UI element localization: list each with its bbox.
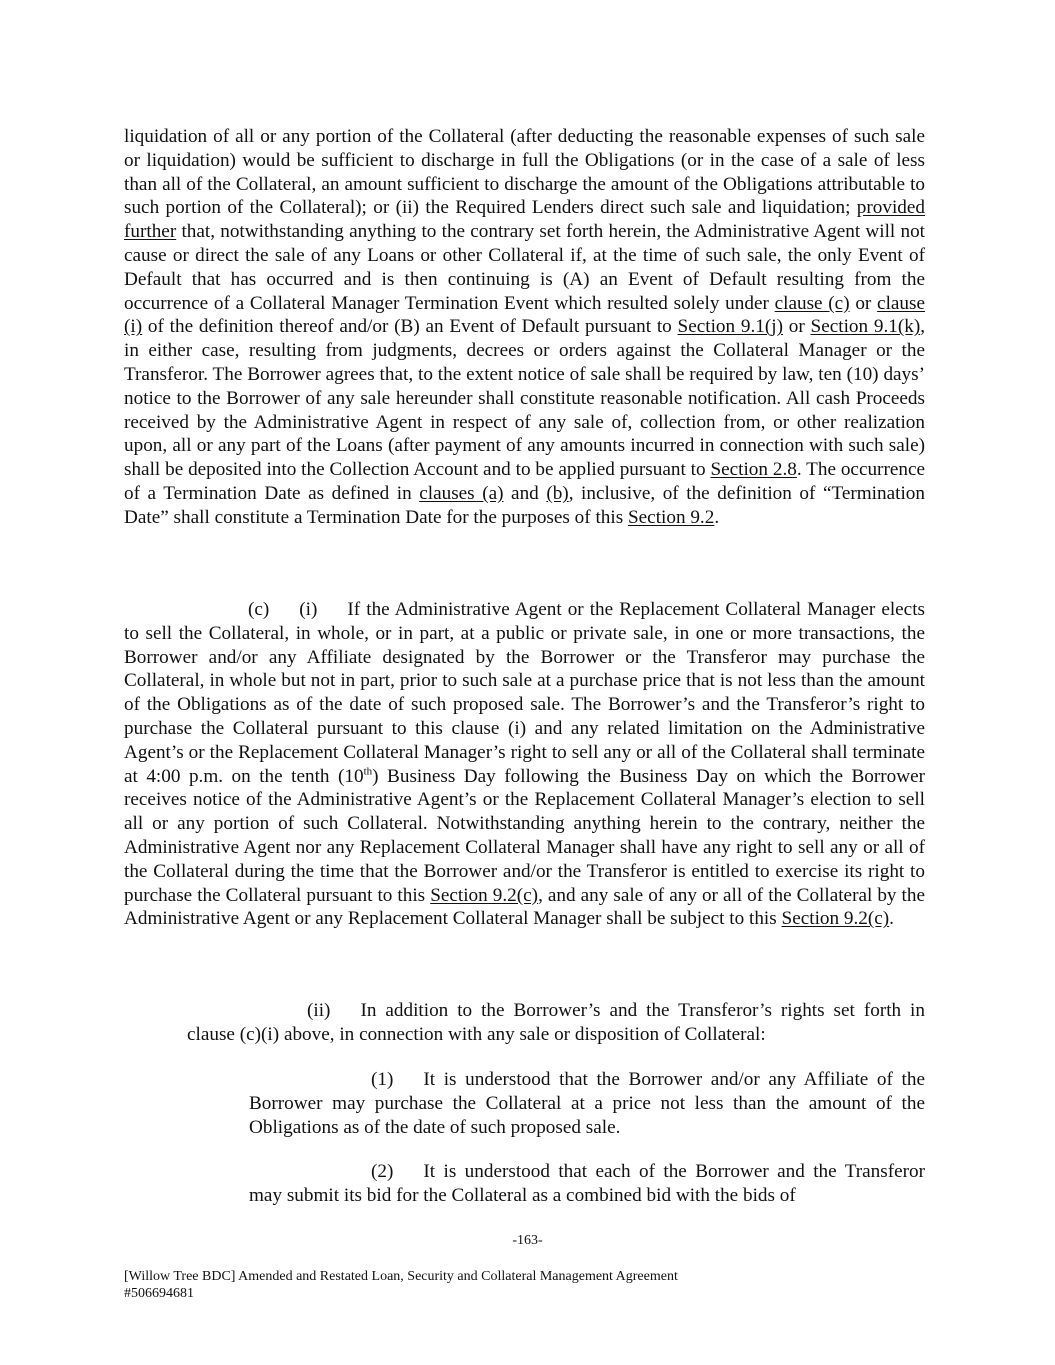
text: or xyxy=(849,292,878,314)
clause-i-label: (i) xyxy=(299,599,318,620)
further-term: further xyxy=(124,221,177,243)
footer-doc-id: #506694681 xyxy=(124,1286,194,1301)
item-2-label: (2) xyxy=(371,1161,394,1182)
clauses-a-reference: clauses (a) xyxy=(419,482,504,504)
paragraph-c-i xyxy=(124,598,925,931)
text: , and any sale of any or all of the Collateral by the Administrative Agent or any Replacement Collateral Manager shall be subject to this xyxy=(124,884,925,930)
clause-b-reference: (b) xyxy=(546,482,569,504)
clause-c-reference: clause (c) xyxy=(774,292,850,314)
text: liquidation of all or any portion of the Collateral (after deducting the reasonable expenses of such sale or liquidation) would be sufficient to discharge in full the Obligations (or in the case of a sale of less than all of the Collateral, an amount sufficient to discharge the amount of the Obligations attributable to such portion of the Collateral); or (ii) the Required Lenders direct such sale and liquidation; xyxy=(124,126,925,219)
section-9-2-c-reference: Section 9.2(c) xyxy=(781,908,890,930)
text: or xyxy=(782,316,811,338)
footer-title: [Willow Tree BDC] Amended and Restated Loan, Security and Collateral Management Agreement xyxy=(124,1269,678,1284)
text: It is understood that each of the Borrower and the Transferor may submit its bid for the Collateral as a combined bid with the bids of xyxy=(249,1161,925,1206)
section-9-1-k-reference: Section 9.1(k) xyxy=(810,316,921,338)
text: In addition to the Borrower’s and the Transferor’s rights set forth in clause (c)(i) above, in connection with any sale or disposition of Collateral: xyxy=(187,1000,925,1045)
text: ) Business Day following the Business Day on which the Borrower receives notice of the Administrative Agent’s or the Replacement Collateral Manager’s election to sell all or any portion of such Collateral. Notwithstanding anything herein to the contrary, neither the Administrative Agent nor any Replacement Collateral Manager shall have any right to sell any or all of the Collateral during the time that the Borrower and/or the Transferor is entitled to exercise its right to purchase the Collateral pursuant to this xyxy=(124,765,925,906)
paragraph-1 xyxy=(249,1068,925,1139)
section-2-8-reference: Section 2.8 xyxy=(710,459,797,481)
text: , inclusive, of the definition of “Termination Date” shall constitute a Termination Date for the purposes of this xyxy=(124,482,925,528)
section-9-2-c-reference: Section 9.2(c) xyxy=(430,884,539,906)
text: . xyxy=(714,506,720,528)
clause-c-label: (c) xyxy=(248,599,270,620)
text: If the Administrative Agent or the Replacement Collateral Manager elects to sell the Collateral, in whole, or in part, at a public or private sale, in one or more transactions, the Borrower and/or any Affiliate designated by the Borrower or the Transferor may purchase the Collateral, in whole but not in part, prior to such sale at a purchase price that is not less than the amount of the Obligations as of the date of such proposed sale. The Borrower’s and the Transferor’s right to purchase the Collateral pursuant to this clause (i) and any related limitation on the Administrative Agent’s or the Replacement Collateral Manager’s right to sell any or all of the Collateral shall terminate at 4:00 p.m. on the tenth (10 xyxy=(124,599,925,787)
text: that, notwithstanding anything to the contrary set forth herein, the Administrative Agent will not cause or direct the sale of any Loans or other Collateral if, at the time of such sale, the only Event of Default that has occurred and is then continuing is (A) an Event of Default resulting from the occurrence of a Collateral Manager Termination Event which resulted solely under xyxy=(124,221,925,314)
section-9-2-reference: Section 9.2 xyxy=(627,506,715,528)
clause-i-reference: clause (i) xyxy=(124,292,925,338)
document-footer xyxy=(124,1268,678,1302)
text: and xyxy=(503,482,547,504)
paragraph-ii xyxy=(187,999,925,1047)
text: . xyxy=(889,908,894,930)
text: . The occurrence of a Termination Date as defined in xyxy=(124,459,925,504)
provided-term: provided xyxy=(856,197,925,219)
clause-ii-label: (ii) xyxy=(307,1000,331,1021)
paragraph-2 xyxy=(249,1160,925,1208)
text: of the definition thereof and/or (B) an Event of Default pursuant to xyxy=(142,316,678,338)
text: It is understood that the Borrower and/or any Affiliate of the Borrower may purchase the Collateral at a price not less than the amount of the Obligations as of the date of such proposed sale. xyxy=(249,1069,925,1138)
item-1-label: (1) xyxy=(371,1069,394,1090)
page-number: -163- xyxy=(512,1233,543,1248)
paragraph-sale-liquidation xyxy=(124,125,925,530)
text: , in either case, resulting from judgments, decrees or orders against the Collateral Manager or the Transferor. The Borrower agrees that, to the extent notice of sale shall be required by law, ten (10) days’ notice to the Borrower of any sale hereunder shall constitute reasonable notification. All cash Proceeds received by the Administrative Agent in respect of any sale of, collection from, or other realization upon, all or any part of the Loans (after payment of any amounts incurred in connection with such sale) shall be deposited into the Collection Account and to be applied pursuant to xyxy=(124,316,926,481)
superscript-th: th xyxy=(363,765,373,778)
section-9-1-j-reference: Section 9.1(j) xyxy=(677,316,783,338)
